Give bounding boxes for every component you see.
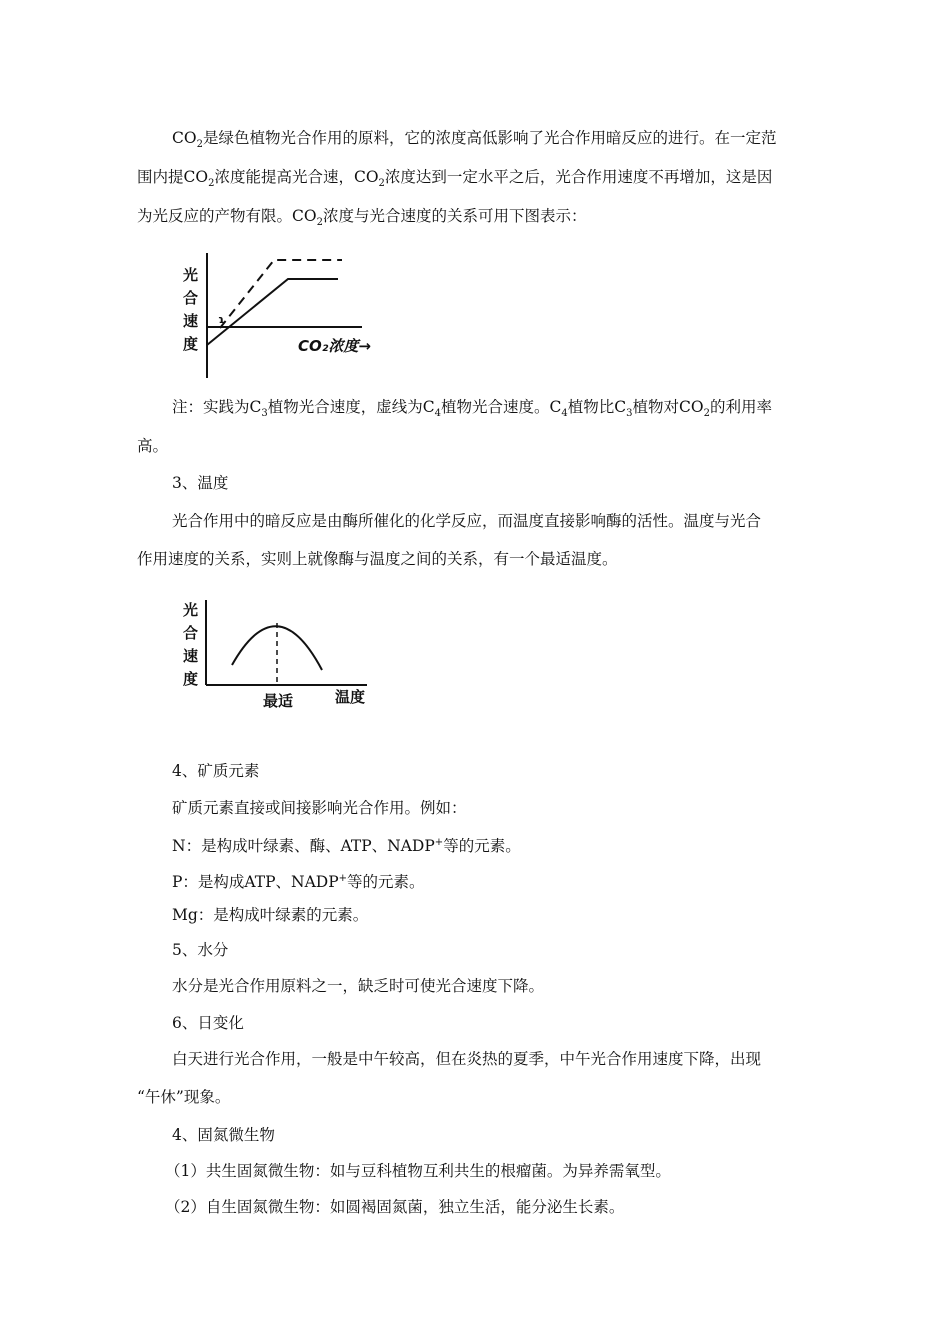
magnesium-line: Mg：是构成叶绿素的元素。 bbox=[172, 906, 369, 924]
nitrogen-fixing-item-1: （1）共生固氮微生物：如与豆科植物互利共生的根瘤菌。为异养需氧型。 bbox=[165, 1162, 671, 1180]
water-heading: 5、水分 bbox=[172, 941, 229, 959]
fig2-xlabel: 温度 bbox=[335, 688, 366, 706]
co2-paragraph-line-2: 围内提$CO_2$浓度能提高光合速，$CO_2$浓度达到一定水平之后，光合作用速度不再增加，这是因 bbox=[137, 168, 773, 190]
fig2-ylabel-char-1: 光 bbox=[183, 601, 199, 619]
fig2-optimum-label: 最适 bbox=[263, 692, 294, 710]
temperature-paragraph-line-1: 光合作用中的暗反应是由酶所催化的化学反应，而温度直接影响酶的活性。温度与光合 bbox=[172, 512, 762, 530]
mineral-paragraph: 矿质元素直接或间接影响光合作用。例如： bbox=[172, 799, 467, 817]
fig1-ylabel-char-3: 速 bbox=[183, 312, 199, 330]
fig1-mark: ɿ bbox=[218, 313, 225, 326]
co2-paragraph-line-1: $CO_2$是绿色植物光合作用的原料，它的浓度高低影响了光合作用暗反应的进行。在一定范 bbox=[172, 129, 777, 151]
daily-change-heading: 6、日变化 bbox=[172, 1014, 244, 1032]
daily-change-paragraph-line-1: 白天进行光合作用，一般是中午较高，但在炎热的夏季，中午光合作用速度下降，出现 bbox=[172, 1050, 762, 1068]
temperature-rate-figure bbox=[175, 595, 375, 720]
fig2-ylabel-char-3: 速 bbox=[183, 647, 199, 665]
fig2-ylabel-char-4: 度 bbox=[183, 670, 199, 688]
nitrogen-fixing-heading: 4、固氮微生物 bbox=[172, 1126, 275, 1144]
water-paragraph: 水分是光合作用原料之一，缺乏时可使光合速度下降。 bbox=[172, 977, 545, 995]
fig1-ylabel-char-2: 合 bbox=[183, 289, 199, 307]
c4-dashed-curve bbox=[220, 260, 342, 328]
phosphorus-line: P：是构成ATP、NADP+等的元素。 bbox=[172, 873, 425, 892]
fig1-xlabel: CO₂浓度→ bbox=[298, 337, 371, 355]
temperature-heading: 3、温度 bbox=[172, 474, 229, 492]
mineral-heading: 4、矿质元素 bbox=[172, 762, 260, 780]
note-line-1: 注：实践为$C_3$植物光合速度，虚线为$C_4$植物光合速度。$C_4$植物比$C_3$植物对$CO_2$的利用率 bbox=[172, 398, 772, 420]
nitrogen-line: N：是构成叶绿素、酶、ATP、NADP+等的元素。 bbox=[172, 837, 521, 856]
daily-change-paragraph-line-2: “午休”现象。 bbox=[137, 1088, 231, 1106]
fig1-ylabel-char-1: 光 bbox=[183, 266, 199, 284]
co2-paragraph-line-3: 为光反应的产物有限。$CO_2$浓度与光合速度的关系可用下图表示： bbox=[137, 207, 587, 229]
fig1-ylabel-char-4: 度 bbox=[183, 335, 199, 353]
note-line-2: 高。 bbox=[137, 437, 169, 455]
nitrogen-fixing-item-2: （2）自生固氮微生物：如圆褐固氮菌，独立生活，能分泌生长素。 bbox=[165, 1198, 625, 1216]
co2-rate-figure bbox=[170, 248, 390, 383]
c3-solid-curve bbox=[207, 279, 338, 345]
fig2-ylabel-char-2: 合 bbox=[183, 624, 199, 642]
temperature-paragraph-line-2: 作用速度的关系，实则上就像酶与温度之间的关系，有一个最适温度。 bbox=[137, 550, 618, 568]
